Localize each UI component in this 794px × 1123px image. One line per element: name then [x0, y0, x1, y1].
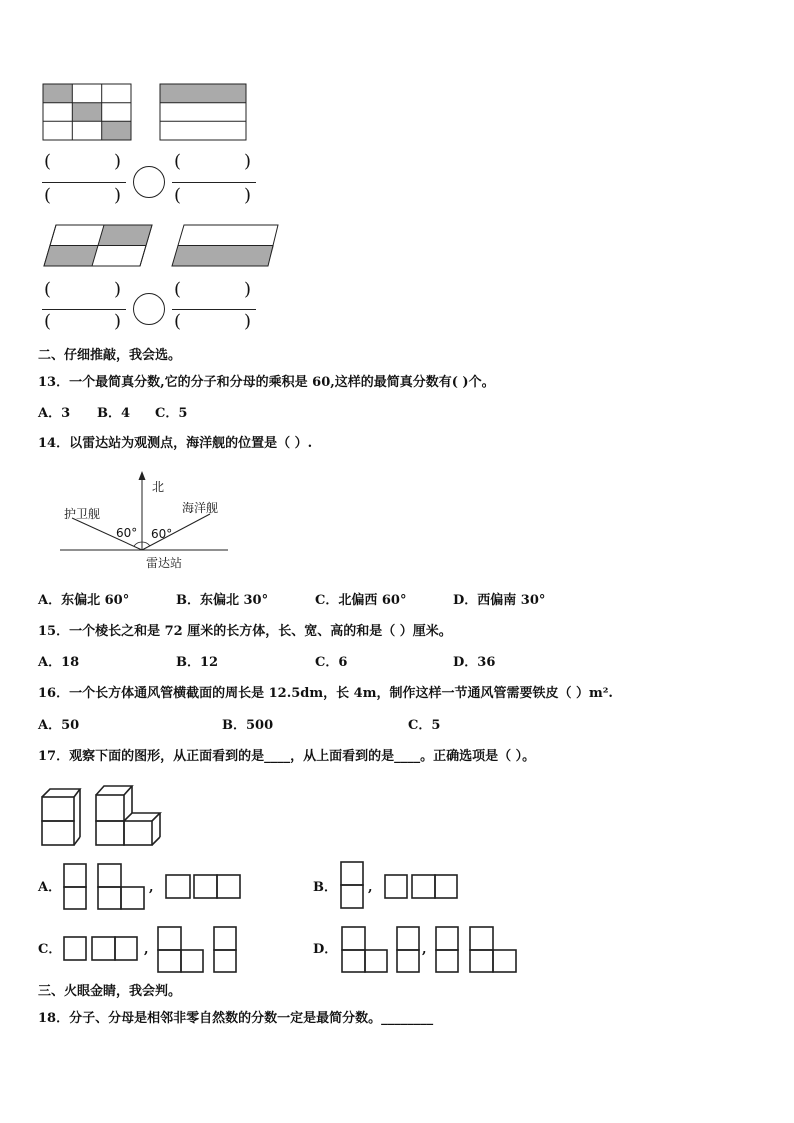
- q18-text: 18．分子、分母是相邻非零自然数的分数一定是最简分数。________: [38, 1011, 434, 1026]
- q17-option-c-label[interactable]: C．: [38, 942, 62, 957]
- q16-text: 16．一个长方体通风管横截面的周长是 12.5dm，长 4m，制作这样一节通风管需要铁皮（ ）m².: [38, 686, 613, 701]
- paren-close: ): [244, 311, 252, 332]
- q14-option-a[interactable]: A．东偏北 60°: [38, 593, 130, 608]
- paren-close: ): [244, 185, 252, 206]
- cube-l-shape-figure: [94, 781, 164, 847]
- paren-open: (: [174, 279, 182, 300]
- q17-option-c-comma: ,: [144, 942, 149, 957]
- q16-option-c[interactable]: C．5: [408, 718, 441, 733]
- radar-station-label: 雷达站: [146, 556, 183, 570]
- fraction-blank-2[interactable]: [172, 150, 256, 214]
- fraction-bar: [172, 309, 256, 310]
- q17-option-b-label[interactable]: B．: [313, 880, 337, 895]
- angle-left-label: 60°: [116, 526, 138, 540]
- q17-option-d-views[interactable]: [340, 925, 525, 977]
- q17-option-b-comma: ,: [368, 880, 373, 895]
- q17-option-d-comma: ,: [422, 942, 427, 957]
- q17-option-c-views[interactable]: [62, 924, 242, 976]
- escort-ship-label: 护卫舰: [64, 507, 101, 521]
- q14-option-c[interactable]: C．北偏西 60°: [315, 593, 407, 608]
- q15-text: 15．一个棱长之和是 72 厘米的长方体，长、宽、高的和是（ ）厘米。: [38, 624, 452, 639]
- q15-option-a[interactable]: A．18: [38, 655, 80, 670]
- parallelogram-halves-figure: [172, 225, 280, 267]
- fraction-bar: [172, 182, 256, 183]
- parallelogram-quarters-figure: [44, 225, 154, 267]
- fraction-blank-1[interactable]: [42, 150, 126, 214]
- paren-open: (: [44, 185, 52, 206]
- q17-option-d-label[interactable]: D．: [313, 942, 338, 957]
- q17-text: 17．观察下面的图形，从正面看到的是____，从上面看到的是____。正确选项是（ ）。: [38, 749, 536, 764]
- q13-text: 13．一个最简真分数,它的分子和分母的乘积是 60,这样的最简真分数有( )个。: [38, 375, 495, 390]
- fraction-bar: [42, 182, 126, 183]
- q17-option-a-views[interactable]: [62, 862, 247, 912]
- ocean-ship-label: 海洋舰: [182, 501, 219, 515]
- paren-open: (: [174, 151, 182, 172]
- q15-option-b[interactable]: B．12: [176, 655, 219, 670]
- compare-circle-2[interactable]: [133, 293, 165, 325]
- section3-title: 三、火眼金睛，我会判。: [38, 984, 182, 999]
- rect-thirds-figure: [160, 84, 248, 142]
- q17-option-a-comma: ,: [149, 880, 154, 895]
- paren-close: ): [114, 279, 122, 300]
- paren-open: (: [174, 311, 182, 332]
- section2-title: 二、仔细推敲，我会选。: [38, 348, 182, 363]
- q14-option-b[interactable]: B．东偏北 30°: [176, 593, 269, 608]
- q16-option-b[interactable]: B．500: [222, 718, 274, 733]
- q17-option-a-label[interactable]: A．: [38, 880, 62, 895]
- q14-text: 14．以雷达站为观测点，海洋舰的位置是（ ）.: [38, 436, 313, 451]
- fraction-blank-3[interactable]: [42, 278, 126, 342]
- q13-option-c[interactable]: C．5: [155, 406, 188, 421]
- paren-close: ): [114, 185, 122, 206]
- cube-stack-2-figure: [40, 783, 82, 847]
- q15-option-c[interactable]: C．6: [315, 655, 348, 670]
- fraction-bar: [42, 309, 126, 310]
- q13-option-a[interactable]: A．3: [38, 406, 71, 421]
- paren-close: ): [244, 151, 252, 172]
- north-label: 北: [152, 480, 165, 494]
- angle-right-label: 60°: [151, 527, 173, 541]
- paren-close: ): [114, 151, 122, 172]
- q13-option-b[interactable]: B．4: [97, 406, 131, 421]
- q15-option-d[interactable]: D．36: [453, 655, 496, 670]
- paren-open: (: [44, 279, 52, 300]
- grid-3x3-figure: [43, 84, 133, 142]
- compare-circle-1[interactable]: [133, 166, 165, 198]
- q17-option-b-views[interactable]: [338, 860, 463, 912]
- q16-option-a[interactable]: A．50: [38, 718, 80, 733]
- fraction-blank-4[interactable]: [172, 278, 256, 342]
- paren-open: (: [174, 185, 182, 206]
- paren-open: (: [44, 311, 52, 332]
- q14-option-d[interactable]: D．西偏南 30°: [453, 593, 546, 608]
- paren-close: ): [244, 279, 252, 300]
- direction-diagram: [58, 468, 238, 580]
- paren-close: ): [114, 311, 122, 332]
- paren-open: (: [44, 151, 52, 172]
